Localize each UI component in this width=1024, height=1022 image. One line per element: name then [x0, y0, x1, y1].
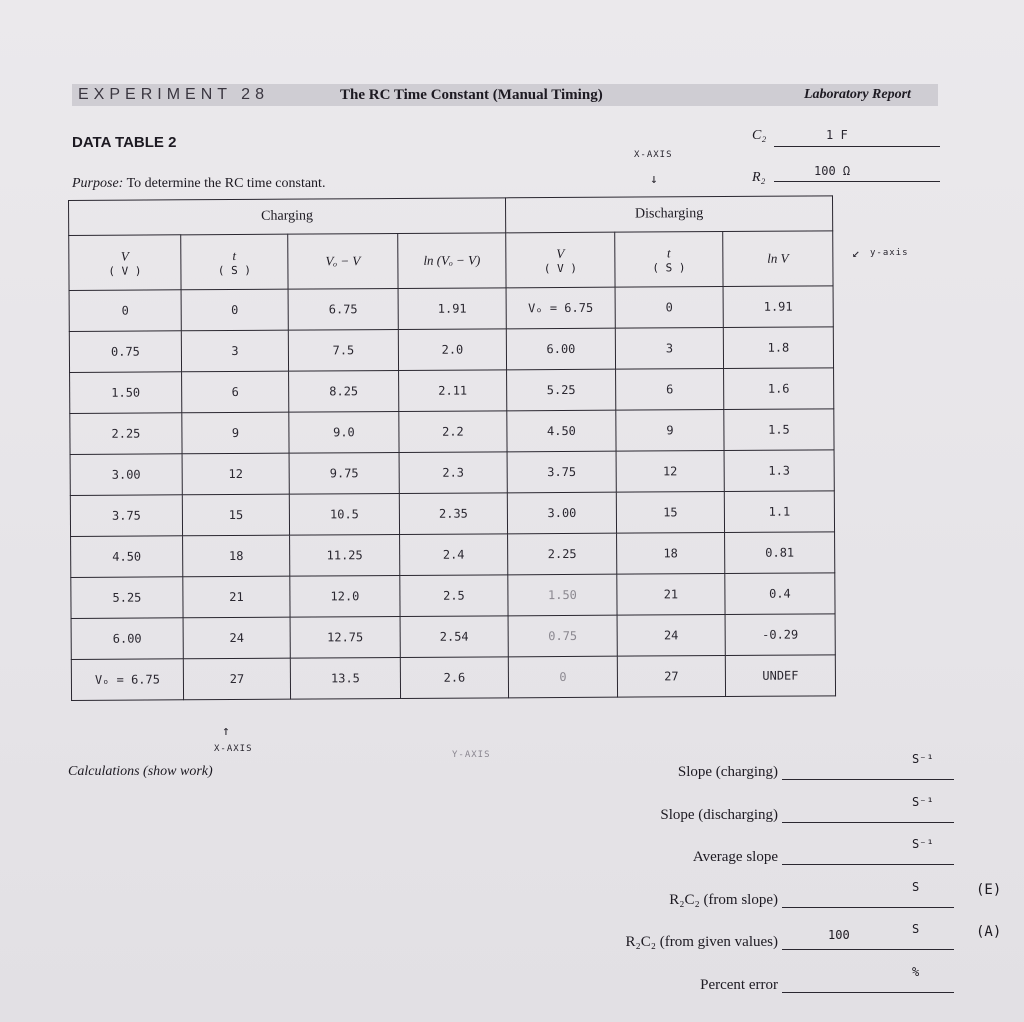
table-cell: 21 [617, 573, 725, 615]
table-cell: 2.6 [400, 657, 508, 699]
table-cell: Vₒ = 6.75 [506, 287, 615, 329]
column-header [398, 233, 506, 289]
table-cell: 18 [617, 532, 725, 574]
table-cell: 13.5 [290, 657, 400, 699]
table-cell: Vₒ = 6.75 [71, 659, 183, 701]
table-row [70, 450, 834, 496]
data-table [68, 195, 836, 701]
result-unit: S [912, 922, 920, 936]
table-row [69, 286, 833, 332]
table-cell: 6.00 [71, 618, 183, 660]
data-table-title: DATA TABLE 2 [72, 134, 177, 151]
result-tag: (A) [976, 924, 1002, 940]
column-header [615, 232, 723, 288]
table-cell: 6.75 [288, 288, 398, 330]
column-header-symbol: Vₒ − V [325, 253, 361, 269]
table-cell: -0.29 [725, 614, 835, 656]
result-blank[interactable] [782, 992, 954, 993]
table-cell: 3.75 [70, 495, 182, 537]
table-cell: 15 [182, 494, 289, 536]
purpose-text: To determine the RC time constant. [126, 176, 326, 191]
result-unit: % [912, 964, 920, 979]
report-label: Laboratory Report [804, 87, 911, 102]
table-cell: 9 [616, 409, 724, 451]
column-header [506, 232, 615, 288]
table-cell: 12.0 [290, 575, 400, 617]
table-cell: 3.00 [70, 454, 182, 496]
table-cell: 0 [508, 656, 617, 698]
result-unit: S [912, 879, 920, 894]
result-blank[interactable] [782, 949, 954, 950]
result-blank[interactable] [782, 864, 954, 865]
capacitor-value: 1 F [826, 128, 848, 142]
column-header-symbol: t [232, 247, 237, 263]
table-cell: 5.25 [507, 369, 616, 411]
column-header-symbol: ln V [767, 250, 789, 266]
column-header [723, 231, 833, 287]
table-row [70, 368, 834, 414]
table-cell: 24 [617, 614, 725, 656]
table-cell: 18 [183, 535, 290, 577]
experiment-label: EXPERIMENT 28 [78, 86, 269, 103]
column-header [181, 234, 288, 290]
table-cell: 2.4 [400, 534, 508, 576]
table-cell: 27 [183, 658, 290, 700]
x-axis-note-bottom: X-AXIS [214, 744, 253, 754]
result-blank[interactable] [782, 907, 954, 908]
table-cell: 5.25 [71, 577, 183, 619]
resistor-line [774, 181, 940, 182]
result-label: R₂C₂ (from given values) [625, 934, 778, 950]
column-header-row [69, 231, 833, 291]
column-header-symbol: ln (Vₒ − V) [423, 252, 481, 268]
result-label: Slope (charging) [677, 764, 778, 780]
purpose-label: Purpose: [72, 176, 124, 191]
table-row [70, 491, 834, 537]
table-cell: 11.25 [290, 534, 400, 576]
table-cell: 4.50 [507, 410, 616, 452]
result-unit: S⁻¹ [912, 837, 934, 851]
table-cell: 4.50 [71, 536, 183, 578]
y-axis-note-bottom: Y-AXIS [452, 750, 491, 760]
discharging-header: Discharging [505, 196, 832, 233]
table-cell: 6 [182, 371, 289, 413]
result-blank[interactable] [782, 779, 954, 780]
result-label: Average slope [692, 849, 778, 865]
arrow-left-icon: ↙ [852, 246, 860, 261]
table-cell: 15 [616, 491, 724, 533]
result-tag: (E) [976, 881, 1002, 898]
calculations-label: Calculations (show work) [68, 764, 213, 779]
table-cell: 10.5 [289, 493, 399, 535]
column-header [288, 233, 398, 289]
table-cell: 2.3 [399, 452, 507, 494]
table-cell: 1.91 [398, 288, 506, 330]
table-cell: 3.00 [507, 492, 616, 534]
table-cell: 1.3 [724, 450, 834, 492]
table-cell: 3 [181, 330, 288, 372]
table-cell: 1.50 [508, 574, 617, 616]
table-cell: 9 [182, 412, 289, 454]
table-cell: 1.8 [723, 327, 833, 369]
table-row [71, 655, 835, 701]
table-cell: 2.35 [399, 493, 507, 535]
table-cell: 21 [183, 576, 290, 618]
column-header-symbol: V [556, 245, 565, 261]
resistor-label: R₂ [752, 170, 766, 185]
table-cell: 2.25 [508, 533, 617, 575]
table-cell: 2.25 [70, 413, 182, 455]
arrow-up-icon: ↑ [222, 724, 230, 739]
table-cell: 0 [69, 290, 181, 332]
table-cell: 2.5 [400, 575, 508, 617]
table-cell: 1.5 [724, 409, 834, 451]
table-cell: 0.75 [508, 615, 617, 657]
table-cell: 0.81 [725, 532, 835, 574]
column-header-unit: ( V ) [108, 264, 142, 278]
result-unit: S⁻¹ [912, 794, 934, 809]
column-header-unit: ( S ) [217, 263, 252, 277]
table-cell: 9.75 [289, 452, 399, 494]
result-label: R₂C₂ (from slope) [669, 891, 778, 908]
table-cell: 9.0 [289, 411, 399, 453]
column-header [69, 235, 181, 291]
table-cell: 24 [183, 617, 290, 659]
column-header-unit: ( V ) [543, 261, 578, 275]
table-cell: 1.1 [724, 491, 834, 533]
table-cell: 8.25 [289, 370, 399, 412]
result-value: 100 [828, 928, 850, 942]
table-row [70, 409, 834, 455]
result-label: Percent error [700, 976, 778, 993]
purpose [72, 176, 325, 192]
table-cell: 0.75 [69, 331, 181, 373]
table-cell: 0.4 [725, 573, 835, 615]
result-blank[interactable] [782, 822, 954, 823]
table-cell: 0 [615, 287, 723, 329]
table-cell: 12 [616, 450, 724, 492]
table-row [69, 327, 833, 373]
table-cell: 12 [182, 453, 289, 495]
table-cell: 12.75 [290, 616, 400, 658]
table-row [71, 532, 835, 578]
capacitor-label: C₂ [752, 128, 767, 143]
table-cell: 1.50 [70, 372, 182, 414]
table-cell: 1.91 [723, 286, 833, 328]
table-row [71, 573, 835, 619]
table-cell: 2.11 [399, 370, 507, 412]
table-cell: 3.75 [507, 451, 616, 493]
table-body [69, 286, 835, 701]
charging-header: Charging [69, 198, 506, 236]
table-cell: 3 [615, 327, 723, 369]
table-cell: UNDEF [725, 655, 835, 697]
table-row [71, 614, 835, 660]
x-axis-note-top: X-AXIS [634, 150, 673, 160]
result-label: Slope (discharging) [660, 806, 778, 823]
table-cell: 1.6 [724, 368, 834, 410]
table-cell: 6 [616, 368, 724, 410]
experiment-title: The RC Time Constant (Manual Timing) [340, 87, 603, 103]
table-cell: 2.2 [399, 411, 507, 453]
table-cell: 27 [617, 655, 725, 697]
y-axis-note-right: y-axis [870, 248, 909, 258]
column-header-symbol: t [666, 244, 671, 260]
arrow-down-icon: ↓ [650, 172, 658, 187]
resistor-value: 100 Ω [814, 164, 851, 178]
table-cell: 7.5 [288, 329, 398, 371]
column-header-symbol: V [120, 248, 129, 264]
table-cell: 0 [181, 289, 288, 331]
capacitor-line [774, 146, 940, 147]
table-cell: 2.54 [400, 616, 508, 658]
result-unit: S⁻¹ [912, 752, 934, 766]
table-cell: 2.0 [398, 329, 506, 371]
column-header-unit: ( S ) [652, 260, 686, 274]
table-cell: 6.00 [506, 328, 615, 370]
